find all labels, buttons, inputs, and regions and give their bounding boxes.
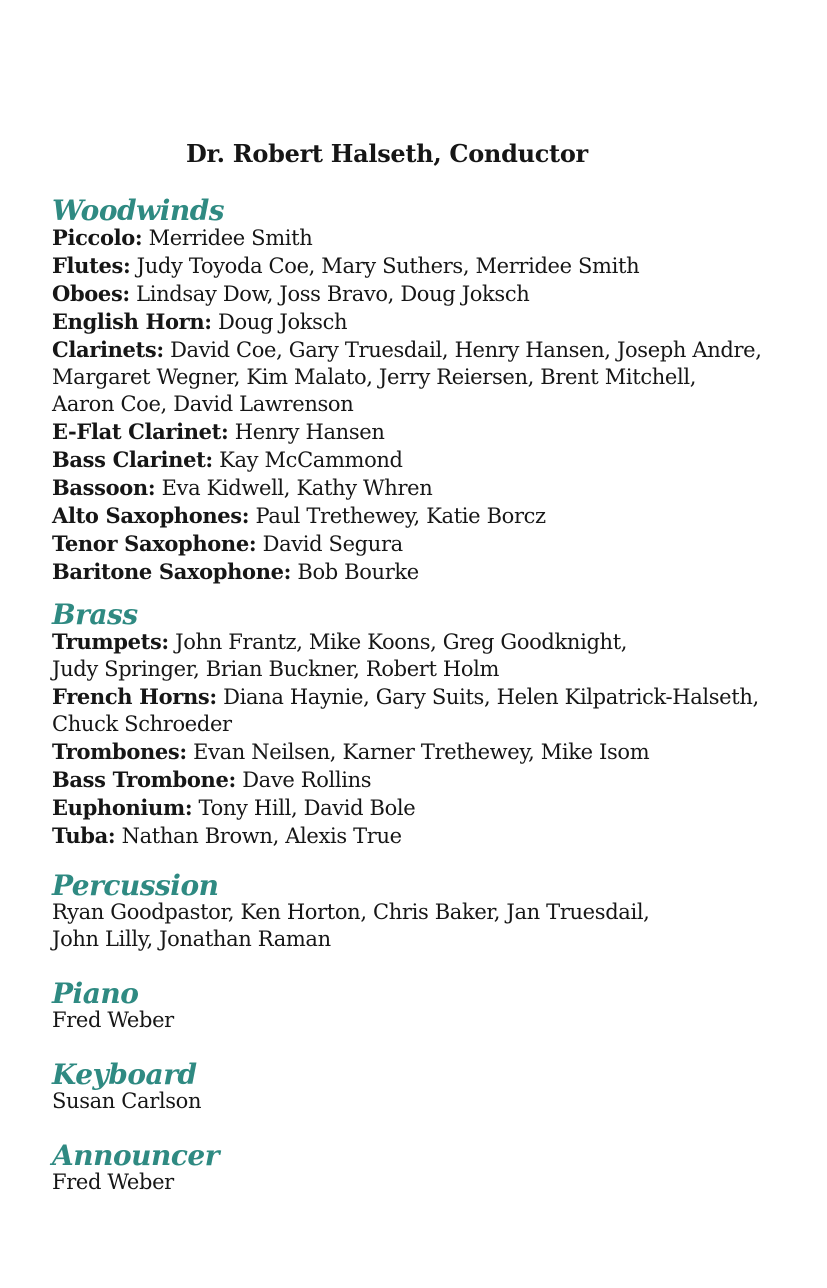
player-names: Aaron Coe, David Lawrenson xyxy=(52,392,354,416)
roster-lines xyxy=(52,1088,201,1115)
percussion-section xyxy=(52,871,650,953)
instrument-label: Clarinets: xyxy=(52,337,164,362)
roster-lines xyxy=(52,1169,219,1196)
player-names: Eva Kidwell, Kathy Whren xyxy=(155,476,433,500)
player-names: Doug Joksch xyxy=(211,310,348,334)
instrument-label: Euphonium: xyxy=(52,795,193,820)
section-title: Announcer xyxy=(52,1139,219,1172)
roster-line xyxy=(52,252,762,280)
player-names: Kay McCammond xyxy=(212,448,403,472)
section-title: Percussion xyxy=(52,869,219,902)
player-names: Evan Neilsen, Karner Trethewey, Mike Isom xyxy=(186,740,650,764)
roster-line xyxy=(52,224,762,252)
keyboard-section xyxy=(52,1060,201,1115)
instrument-label: Bass Clarinet: xyxy=(52,447,213,472)
roster-lines xyxy=(52,628,759,850)
player-names: John Lilly, Jonathan Raman xyxy=(52,927,331,951)
player-names: Merridee Smith xyxy=(142,226,313,250)
roster-line xyxy=(52,364,762,391)
player-names: Fred Weber xyxy=(52,1008,174,1032)
section-title: Piano xyxy=(52,977,139,1010)
player-names: Ryan Goodpastor, Ken Horton, Chris Baker, Jan Truesdail, xyxy=(52,900,650,924)
player-names: Bob Bourke xyxy=(291,560,419,584)
player-names: Chuck Schroeder xyxy=(52,712,232,736)
announcer-section xyxy=(52,1141,219,1196)
instrument-label: Baritone Saxophone: xyxy=(52,559,292,584)
roster-line xyxy=(52,738,759,766)
roster-lines xyxy=(52,224,762,586)
roster-line xyxy=(52,474,762,502)
roster-line xyxy=(52,446,762,474)
roster-line xyxy=(52,683,759,711)
roster-line xyxy=(52,766,759,794)
player-names: David Coe, Gary Truesdail, Henry Hansen, Joseph Andre, xyxy=(163,338,762,362)
roster-line xyxy=(52,1169,219,1196)
section-title: Brass xyxy=(52,598,138,631)
instrument-label: Alto Saxophones: xyxy=(52,503,250,528)
roster-line xyxy=(52,502,762,530)
instrument-label: Tenor Saxophone: xyxy=(52,531,257,556)
roster-line xyxy=(52,418,762,446)
section-title: Woodwinds xyxy=(52,194,225,227)
roster-line xyxy=(52,336,762,364)
instrument-label: Bass Trombone: xyxy=(52,767,236,792)
section-title: Keyboard xyxy=(52,1058,197,1091)
roster-line xyxy=(52,711,759,738)
roster-line xyxy=(52,822,759,850)
instrument-label: Flutes: xyxy=(52,253,131,278)
instrument-label: English Horn: xyxy=(52,309,212,334)
instrument-label: Piccolo: xyxy=(52,225,143,250)
player-names: Judy Toyoda Coe, Mary Suthers, Merridee Smith xyxy=(130,254,640,278)
player-names: Diana Haynie, Gary Suits, Helen Kilpatrick-Halseth, xyxy=(216,685,759,709)
player-names: Nathan Brown, Alexis True xyxy=(115,824,402,848)
roster-line xyxy=(52,391,762,418)
roster-line xyxy=(52,656,759,683)
roster-lines xyxy=(52,899,650,953)
instrument-label: Tuba: xyxy=(52,823,116,848)
instrument-label: Oboes: xyxy=(52,281,130,306)
instrument-label: French Horns: xyxy=(52,684,217,709)
roster-line xyxy=(52,1088,201,1115)
player-names: Fred Weber xyxy=(52,1170,174,1194)
player-names: Paul Trethewey, Katie Borcz xyxy=(249,504,546,528)
player-names: Henry Hansen xyxy=(228,420,385,444)
roster-line xyxy=(52,308,762,336)
player-names: John Frantz, Mike Koons, Greg Goodknight, xyxy=(168,630,628,654)
roster-line xyxy=(52,530,762,558)
roster-line xyxy=(52,280,762,308)
instrument-label: Trumpets: xyxy=(52,629,169,654)
brass-section xyxy=(52,600,759,850)
instrument-label: Trombones: xyxy=(52,739,187,764)
roster-line xyxy=(52,926,650,953)
instrument-label: Bassoon: xyxy=(52,475,156,500)
player-names: Tony Hill, David Bole xyxy=(192,796,416,820)
player-names: Margaret Wegner, Kim Malato, Jerry Reiersen, Brent Mitchell, xyxy=(52,365,697,389)
player-names: Judy Springer, Brian Buckner, Robert Holm xyxy=(52,657,500,681)
woodwinds-section xyxy=(52,196,762,586)
player-names: David Segura xyxy=(256,532,403,556)
conductor-heading: Dr. Robert Halseth, Conductor xyxy=(186,139,588,168)
roster-line xyxy=(52,1007,174,1034)
piano-section xyxy=(52,979,174,1034)
roster-line xyxy=(52,794,759,822)
roster-line xyxy=(52,628,759,656)
player-names: Susan Carlson xyxy=(52,1089,202,1113)
roster-lines xyxy=(52,1007,174,1034)
roster-line xyxy=(52,899,650,926)
instrument-label: E-Flat Clarinet: xyxy=(52,419,229,444)
roster-line xyxy=(52,558,762,586)
player-names: Dave Rollins xyxy=(235,768,372,792)
player-names: Lindsay Dow, Joss Bravo, Doug Joksch xyxy=(129,282,530,306)
